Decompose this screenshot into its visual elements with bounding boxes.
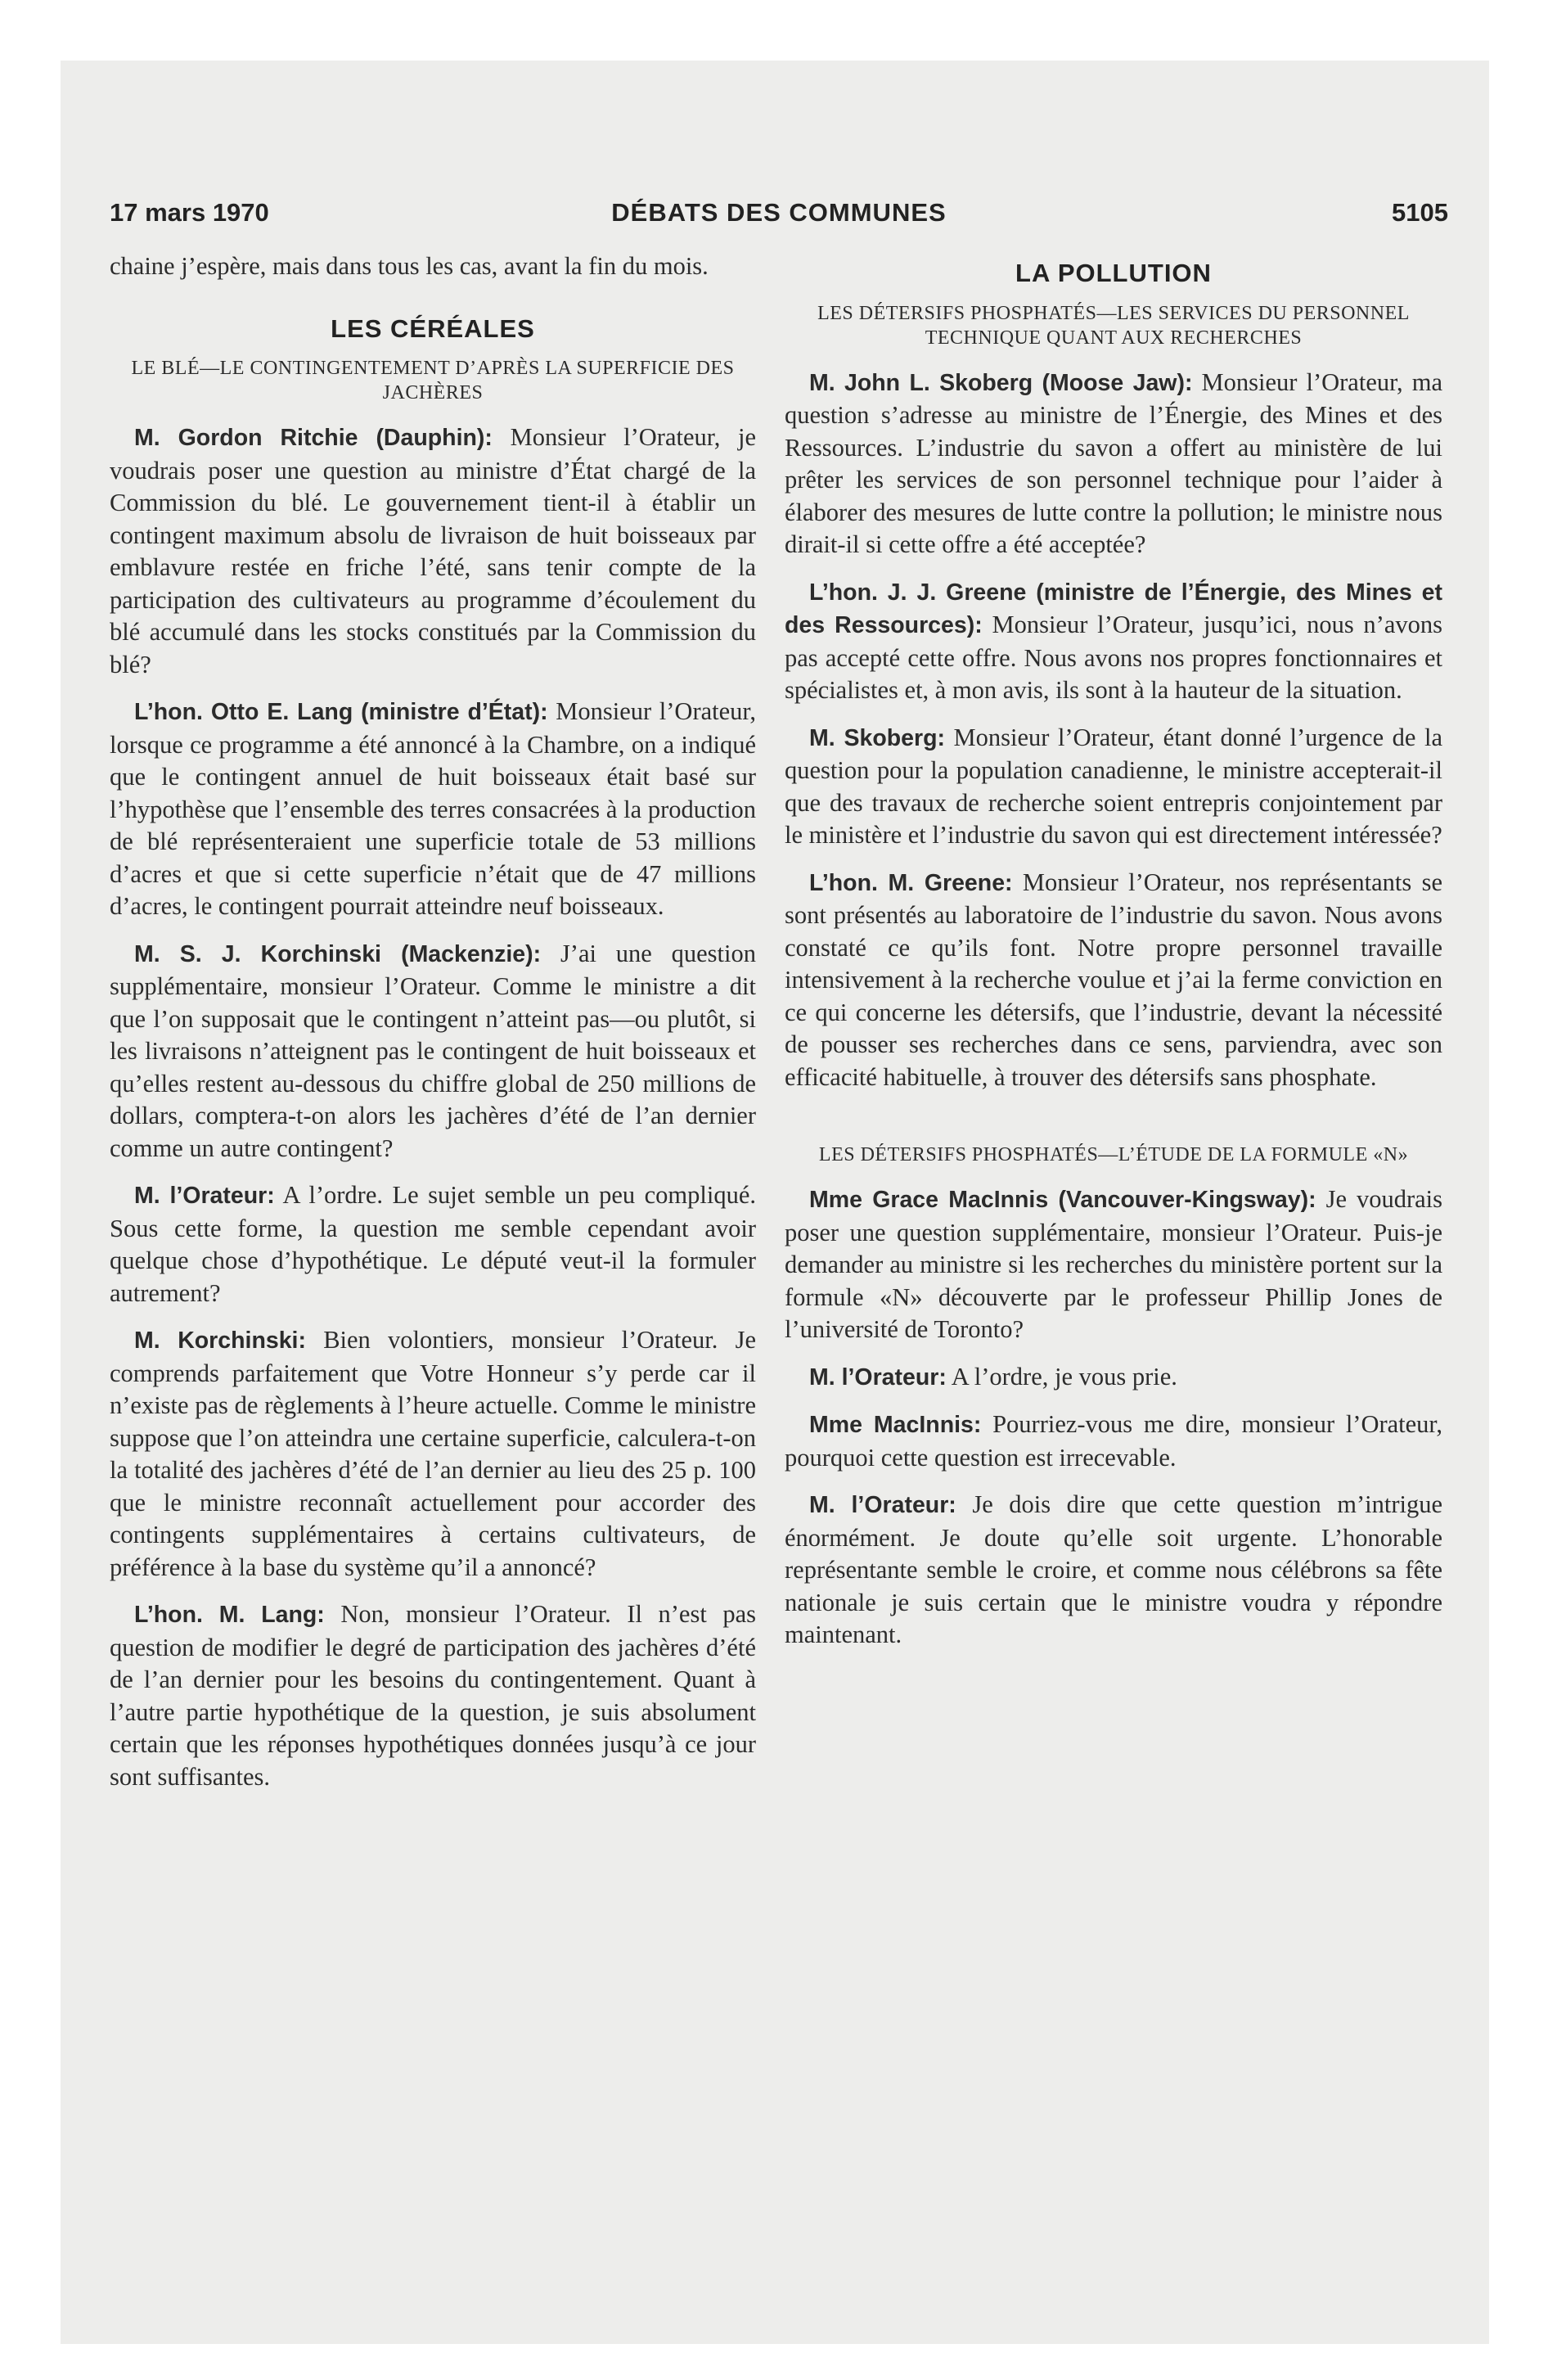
speaker-name: M. S. J. Korchinski (Mackenzie):	[134, 940, 542, 967]
speaker-name: M. l’Orateur:	[809, 1492, 956, 1518]
page-header	[110, 198, 1448, 234]
subsection-heading-ble: LE BLÉ—LE CONTINGENTEMENT D’APRÈS LA SUPERFICIE DES JACHÈRES	[131, 358, 735, 403]
speech-text: A l’ordre, je vous prie.	[946, 1362, 1177, 1391]
speech-text: Bien volontiers, monsieur l’Orateur. Je comprends parfaitement que Votre Honneur s’y perde car il n’existe pas de règlements à l’heure actuelle. Comme le ministre suppose que l’on atteindra une certaine superficie, calculera-t-on la totalité des jachères d’été de l’an dernier au lieu des 25 p. 100 que le ministre reconnaît actuellement pour accorder des contingents supplémentaires à certains cultivateurs, de préférence à la base du système qu’il a annoncé?	[110, 1326, 756, 1581]
speaker-name: L’hon. J. J. Greene (ministre de l’Énergie, des Mines et des Ressources):	[785, 579, 1442, 638]
speech-paragraph	[785, 1409, 1442, 1474]
speaker-name: M. John L. Skoberg (Moose Jaw):	[809, 369, 1193, 396]
speaker-name: M. l’Orateur:	[134, 1183, 275, 1209]
speech-paragraph	[785, 1361, 1442, 1395]
speech-text: Pourriez-vous me dire, monsieur l’Orateur, pourquoi cette question est irrecevable.	[785, 1410, 1442, 1472]
subsection-heading-formule-n: LES DÉTERSIFS PHOSPHATÉS—L’ÉTUDE DE LA FORMULE «N»	[818, 1144, 1409, 1165]
speech-paragraph	[785, 1183, 1442, 1346]
left-column	[110, 250, 756, 1808]
speech-paragraph	[785, 576, 1442, 707]
speaker-name: M. l’Orateur:	[809, 1364, 947, 1391]
speech-text: Monsieur l’Orateur, lorsque ce programme a été annoncé à la Chambre, on a indiqué que le contingent annuel de huit boisseaux était basé sur l’hypothèse que l’ensemble des terres consacrées à la production de blé représenteraient une superficie totale de 53 millions d’acres et que si cette superficie n’était que de 47 millions d’acres, le contingent pourrait atteindre neuf boisseaux.	[110, 697, 756, 920]
speech-paragraph	[110, 696, 756, 923]
speech-text: Non, monsieur l’Orateur. Il n’est pas question de modifier le degré de participation des jachères d’été de l’an dernier pour les besoins du contingentement. Quant à l’autre partie hypothétique de la question, je suis absolument certain que les réponses hypothétiques données jusqu’à ce jour sont suffisantes.	[110, 1600, 756, 1791]
speech-paragraph	[110, 938, 756, 1165]
header-title: DÉBATS DES COMMUNES	[611, 198, 947, 227]
subsection-heading-detersifs: LES DÉTERSIFS PHOSPHATÉS—LES SERVICES DU PERSONNEL TECHNIQUE QUANT AUX RECHERCHES	[817, 302, 1410, 349]
page-number: 5105	[1392, 198, 1448, 227]
section-title-pollution: LA POLLUTION	[1015, 259, 1212, 287]
speech-paragraph	[785, 722, 1442, 852]
speaker-name: M. Korchinski:	[134, 1327, 306, 1354]
speech-text: J’ai une question supplémentaire, monsieur l’Orateur. Comme le ministre a dit que l’on supposait que le contingent n’atteint pas—ou plutôt, si les livraisons n’atteignent pas le contingent de huit boisseaux et qu’elles restent au-dessous du chiffre global de 250 millions de dollars, comptera-t-on alors les jachères d’été de l’an dernier comme un autre contingent?	[110, 939, 756, 1162]
speaker-name: L’hon. M. Greene:	[809, 869, 1013, 896]
speaker-name: M. Gordon Ritchie (Dauphin):	[134, 425, 493, 451]
speech-paragraph	[110, 1598, 756, 1793]
intro-paragraph: chaine j’espère, mais dans tous les cas, avant la fin du mois.	[110, 252, 709, 280]
speech-text: Monsieur l’Orateur, ma question s’adresse au ministre de l’Énergie, des Mines et des Ressources. L’industrie du savon a offert au ministère de lui prêter les services de son personnel technique pour l’aider à élaborer des mesures de lutte contre la pollution; le ministre nous dirait-il si cette offre a été acceptée?	[785, 367, 1442, 558]
speech-text: Monsieur l’Orateur, nos représentants se sont présentés au laboratoire de l’industrie du savon. Nous avons constaté ce qu’ils font. Notre propre personnel travaille intensivement à la recherche voulue et j’ai la ferme conviction en ce qui concerne les détersifs, que l’industrie, devant la nécessité de pousser ses recherches dans ce sens, parviendra, avec son efficacité habituelle, à trouver des détersifs sans phosphate.	[785, 868, 1442, 1091]
speech-paragraph	[785, 867, 1442, 1094]
speaker-name: Mme Grace MacInnis (Vancouver-Kingsway):	[809, 1187, 1316, 1213]
speech-text: Je dois dire que cette question m’intrigue énormément. Je doute qu’elle soit urgente. L’honorable représentante semble le croire, et comme nous célébrons sa fête nationale je suis certain que le ministre voudra y répondre maintenant.	[785, 1490, 1442, 1648]
speech-text: Monsieur l’Orateur, étant donné l’urgence de la question pour la population canadienne, le ministre accepterait-il que des travaux de recherche soient entrepris conjointement par le ministère et l’industrie du savon qui est directement intéressée?	[785, 723, 1442, 849]
right-column	[785, 250, 1442, 1666]
speech-text: Monsieur l’Orateur, je voudrais poser une question au ministre d’État chargé de la Commission du blé. Le gouvernement tient-il à établir un contingent maximum absolu de livraison de huit boisseaux par emblavure restée en friche l’été, sans tenir compte de la participation des cultivateurs au programme d’écoulement du blé accumulé dans les stocks constitués par la Commission du blé?	[110, 423, 756, 678]
section-title-cereales: LES CÉRÉALES	[331, 313, 535, 343]
speaker-name: L’hon. Otto E. Lang (ministre d’État):	[134, 699, 548, 725]
speech-paragraph	[110, 1324, 756, 1584]
speech-text: A l’ordre. Le sujet semble un peu compliqué. Sous cette forme, la question me semble cependant avoir quelque chose d’hypothétique. Le député veut-il la formuler autrement?	[110, 1181, 757, 1307]
speech-text: Je voudrais poser une question supplémentaire, monsieur l’Orateur. Puis-je demander au ministre si les recherches du ministère portent sur la formule «N» découverte par le professeur Phillip Jones de l’université de Toronto?	[785, 1185, 1442, 1343]
speech-paragraph	[110, 421, 756, 681]
speech-paragraph	[110, 1179, 756, 1309]
speaker-name: Mme MacInnis:	[809, 1412, 982, 1438]
header-date: 17 mars 1970	[110, 198, 269, 227]
page-sheet	[61, 61, 1489, 2344]
speaker-name: L’hon. M. Lang:	[134, 1602, 325, 1628]
speaker-name: M. Skoberg:	[809, 724, 945, 751]
speech-text: Monsieur l’Orateur, jusqu’ici, nous n’avons pas accepté cette offre. Nous avons nos propres fonctionnaires et spécialistes et, à mon avis, ils sont à la hauteur de la situation.	[785, 611, 1442, 704]
speech-paragraph	[785, 367, 1442, 561]
speech-paragraph	[785, 1489, 1442, 1652]
